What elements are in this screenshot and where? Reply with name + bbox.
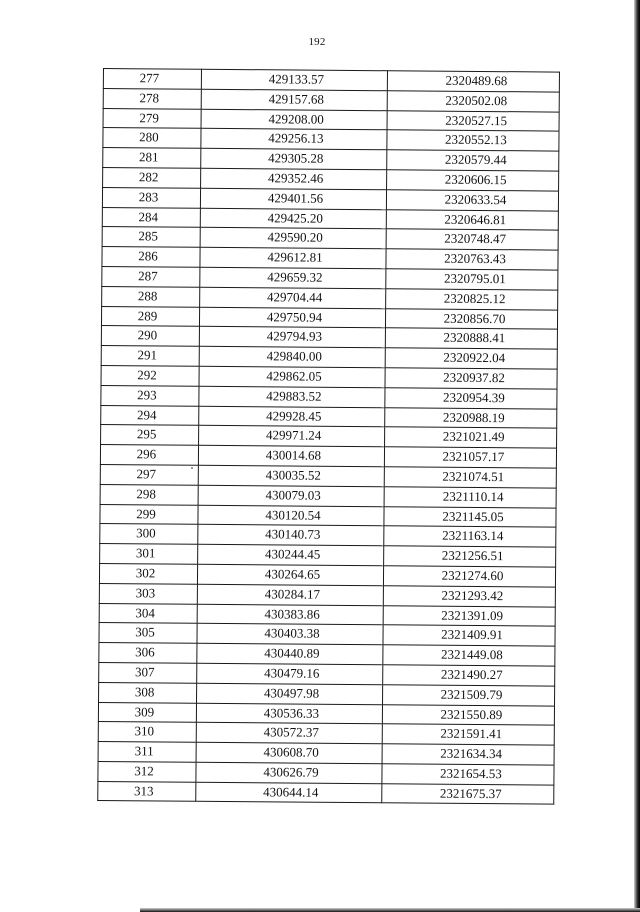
x-coordinate-cell: 429928.45	[199, 406, 385, 427]
y-coordinate-cell: 2320856.70	[385, 308, 557, 329]
x-coordinate-cell: 430536.33	[196, 703, 382, 724]
y-coordinate-cell: 2321675.37	[382, 783, 554, 804]
point-number-cell: 291	[101, 346, 199, 367]
y-coordinate-cell: 2321654.53	[382, 764, 554, 785]
y-coordinate-cell: 2320795.01	[386, 269, 558, 290]
coordinates-table	[97, 68, 560, 805]
point-number-cell: 296	[100, 445, 198, 466]
x-coordinate-cell: 430626.79	[196, 762, 382, 783]
y-coordinate-cell: 2320489.68	[387, 71, 559, 92]
y-coordinate-cell: 2320748.47	[386, 229, 558, 250]
point-number-cell: 298	[100, 484, 198, 505]
y-coordinate-cell: 2320954.39	[385, 387, 557, 408]
y-coordinate-cell: 2320646.81	[386, 209, 558, 230]
x-coordinate-cell: 430383.86	[197, 604, 383, 625]
y-coordinate-cell: 2321490.27	[383, 665, 555, 686]
y-coordinate-cell: 2321634.34	[382, 744, 554, 765]
x-coordinate-cell: 429590.20	[200, 228, 386, 249]
x-coordinate-cell: 430079.03	[198, 485, 384, 506]
point-number-cell: 294	[101, 405, 199, 426]
point-number-cell: 303	[99, 583, 197, 604]
scan-edge-bottom	[140, 908, 640, 912]
point-number-cell: 286	[102, 247, 200, 268]
y-coordinate-cell: 2321021.49	[385, 427, 557, 448]
y-coordinate-cell: 2321145.05	[384, 506, 556, 527]
point-number-cell: 284	[102, 207, 200, 228]
x-coordinate-cell: 429425.20	[200, 208, 386, 229]
point-number-cell: 300	[100, 524, 198, 545]
x-coordinate-cell: 429704.44	[200, 287, 386, 308]
point-number-cell: 289	[101, 306, 199, 327]
x-coordinate-cell: 429862.05	[199, 366, 385, 387]
x-coordinate-cell: 430440.89	[197, 643, 383, 664]
x-coordinate-cell: 429794.93	[199, 327, 385, 348]
y-coordinate-cell: 2320552.13	[387, 130, 559, 151]
y-coordinate-cell: 2320825.12	[386, 288, 558, 309]
point-number-cell: 310	[98, 722, 196, 743]
y-coordinate-cell: 2321591.41	[382, 724, 554, 745]
y-coordinate-cell: 2320763.43	[386, 249, 558, 270]
point-number-cell: 282	[103, 167, 201, 188]
y-coordinate-cell: 2321163.14	[384, 526, 556, 547]
x-coordinate-cell: 430572.37	[196, 723, 382, 744]
point-number-cell: 288	[102, 286, 200, 307]
table-row	[98, 781, 554, 804]
x-coordinate-cell: 429750.94	[199, 307, 385, 328]
point-number-cell: 280	[103, 128, 201, 149]
x-coordinate-cell: 429971.24	[199, 426, 385, 447]
point-number-cell: 304	[99, 603, 197, 624]
y-coordinate-cell: 2321110.14	[384, 486, 556, 507]
x-coordinate-cell: 430264.65	[197, 564, 383, 585]
page-number: 192	[308, 36, 326, 48]
x-coordinate-cell: 430608.70	[196, 742, 382, 763]
x-coordinate-cell: 430120.54	[198, 505, 384, 526]
y-coordinate-cell: 2320922.04	[385, 348, 557, 369]
x-coordinate-cell: 429352.46	[201, 168, 387, 189]
coordinates-table-wrapper	[97, 68, 559, 820]
point-number-cell: 299	[100, 504, 198, 525]
y-coordinate-cell: 2321074.51	[384, 467, 556, 488]
y-coordinate-cell: 2321509.79	[383, 684, 555, 705]
point-number-cell: 292	[101, 365, 199, 386]
point-number-cell: 279	[103, 108, 201, 129]
x-coordinate-cell: 429401.56	[200, 188, 386, 209]
x-coordinate-cell: 429612.81	[200, 247, 386, 268]
x-coordinate-cell: 430479.16	[197, 663, 383, 684]
y-coordinate-cell: 2320888.41	[385, 328, 557, 349]
y-coordinate-cell: 2321391.09	[383, 605, 555, 626]
point-number-cell: 293	[101, 385, 199, 406]
point-number-cell: 302	[99, 563, 197, 584]
y-coordinate-cell: 2321409.91	[383, 625, 555, 646]
x-coordinate-cell: 430035.52	[198, 465, 384, 486]
y-coordinate-cell: 2320633.54	[386, 190, 558, 211]
x-coordinate-cell: 429659.32	[200, 267, 386, 288]
point-number-cell: 283	[102, 187, 200, 208]
x-coordinate-cell: 430403.38	[197, 624, 383, 645]
y-coordinate-cell: 2320502.08	[387, 91, 559, 112]
point-number-cell: 309	[98, 702, 196, 723]
point-number-cell: 307	[99, 662, 197, 683]
point-number-cell: 305	[99, 623, 197, 644]
y-coordinate-cell: 2321449.08	[383, 645, 555, 666]
point-number-cell: 287	[102, 266, 200, 287]
y-coordinate-cell: 2320527.15	[387, 110, 559, 131]
point-number-cell: 308	[99, 682, 197, 703]
x-coordinate-cell: 429157.68	[201, 89, 387, 110]
x-coordinate-cell: 429840.00	[199, 346, 385, 367]
point-number-cell: 277	[103, 69, 201, 90]
point-number-cell: 297	[100, 464, 198, 485]
point-number-cell: 281	[103, 148, 201, 169]
y-coordinate-cell: 2321293.42	[383, 585, 555, 606]
x-coordinate-cell: 429256.13	[201, 129, 387, 150]
y-coordinate-cell: 2320606.15	[387, 170, 559, 191]
y-coordinate-cell: 2320937.82	[385, 368, 557, 389]
point-number-cell: 285	[102, 227, 200, 248]
x-coordinate-cell: 430644.14	[196, 782, 382, 803]
x-coordinate-cell: 430244.45	[198, 544, 384, 565]
y-coordinate-cell: 2321256.51	[384, 546, 556, 567]
y-coordinate-cell: 2320579.44	[387, 150, 559, 171]
table-body	[98, 69, 560, 805]
point-number-cell: 313	[98, 781, 196, 802]
point-number-cell: 311	[98, 742, 196, 763]
y-coordinate-cell: 2321057.17	[384, 447, 556, 468]
x-coordinate-cell: 429305.28	[201, 148, 387, 169]
point-number-cell: 295	[101, 425, 199, 446]
point-number-cell: 278	[103, 88, 201, 109]
point-number-cell: 290	[101, 326, 199, 347]
y-coordinate-cell: 2321550.89	[382, 704, 554, 725]
scan-edge-right	[634, 0, 640, 912]
y-coordinate-cell: 2320988.19	[385, 407, 557, 428]
point-number-cell: 306	[99, 643, 197, 664]
x-coordinate-cell: 429883.52	[199, 386, 385, 407]
x-coordinate-cell: 429133.57	[201, 69, 387, 90]
point-number-cell: 301	[100, 544, 198, 565]
x-coordinate-cell: 430284.17	[197, 584, 383, 605]
point-number-cell: 312	[98, 761, 196, 782]
y-coordinate-cell: 2321274.60	[383, 566, 555, 587]
x-coordinate-cell: 430497.98	[197, 683, 383, 704]
x-coordinate-cell: 430014.68	[198, 445, 384, 466]
x-coordinate-cell: 430140.73	[198, 525, 384, 546]
x-coordinate-cell: 429208.00	[201, 109, 387, 130]
